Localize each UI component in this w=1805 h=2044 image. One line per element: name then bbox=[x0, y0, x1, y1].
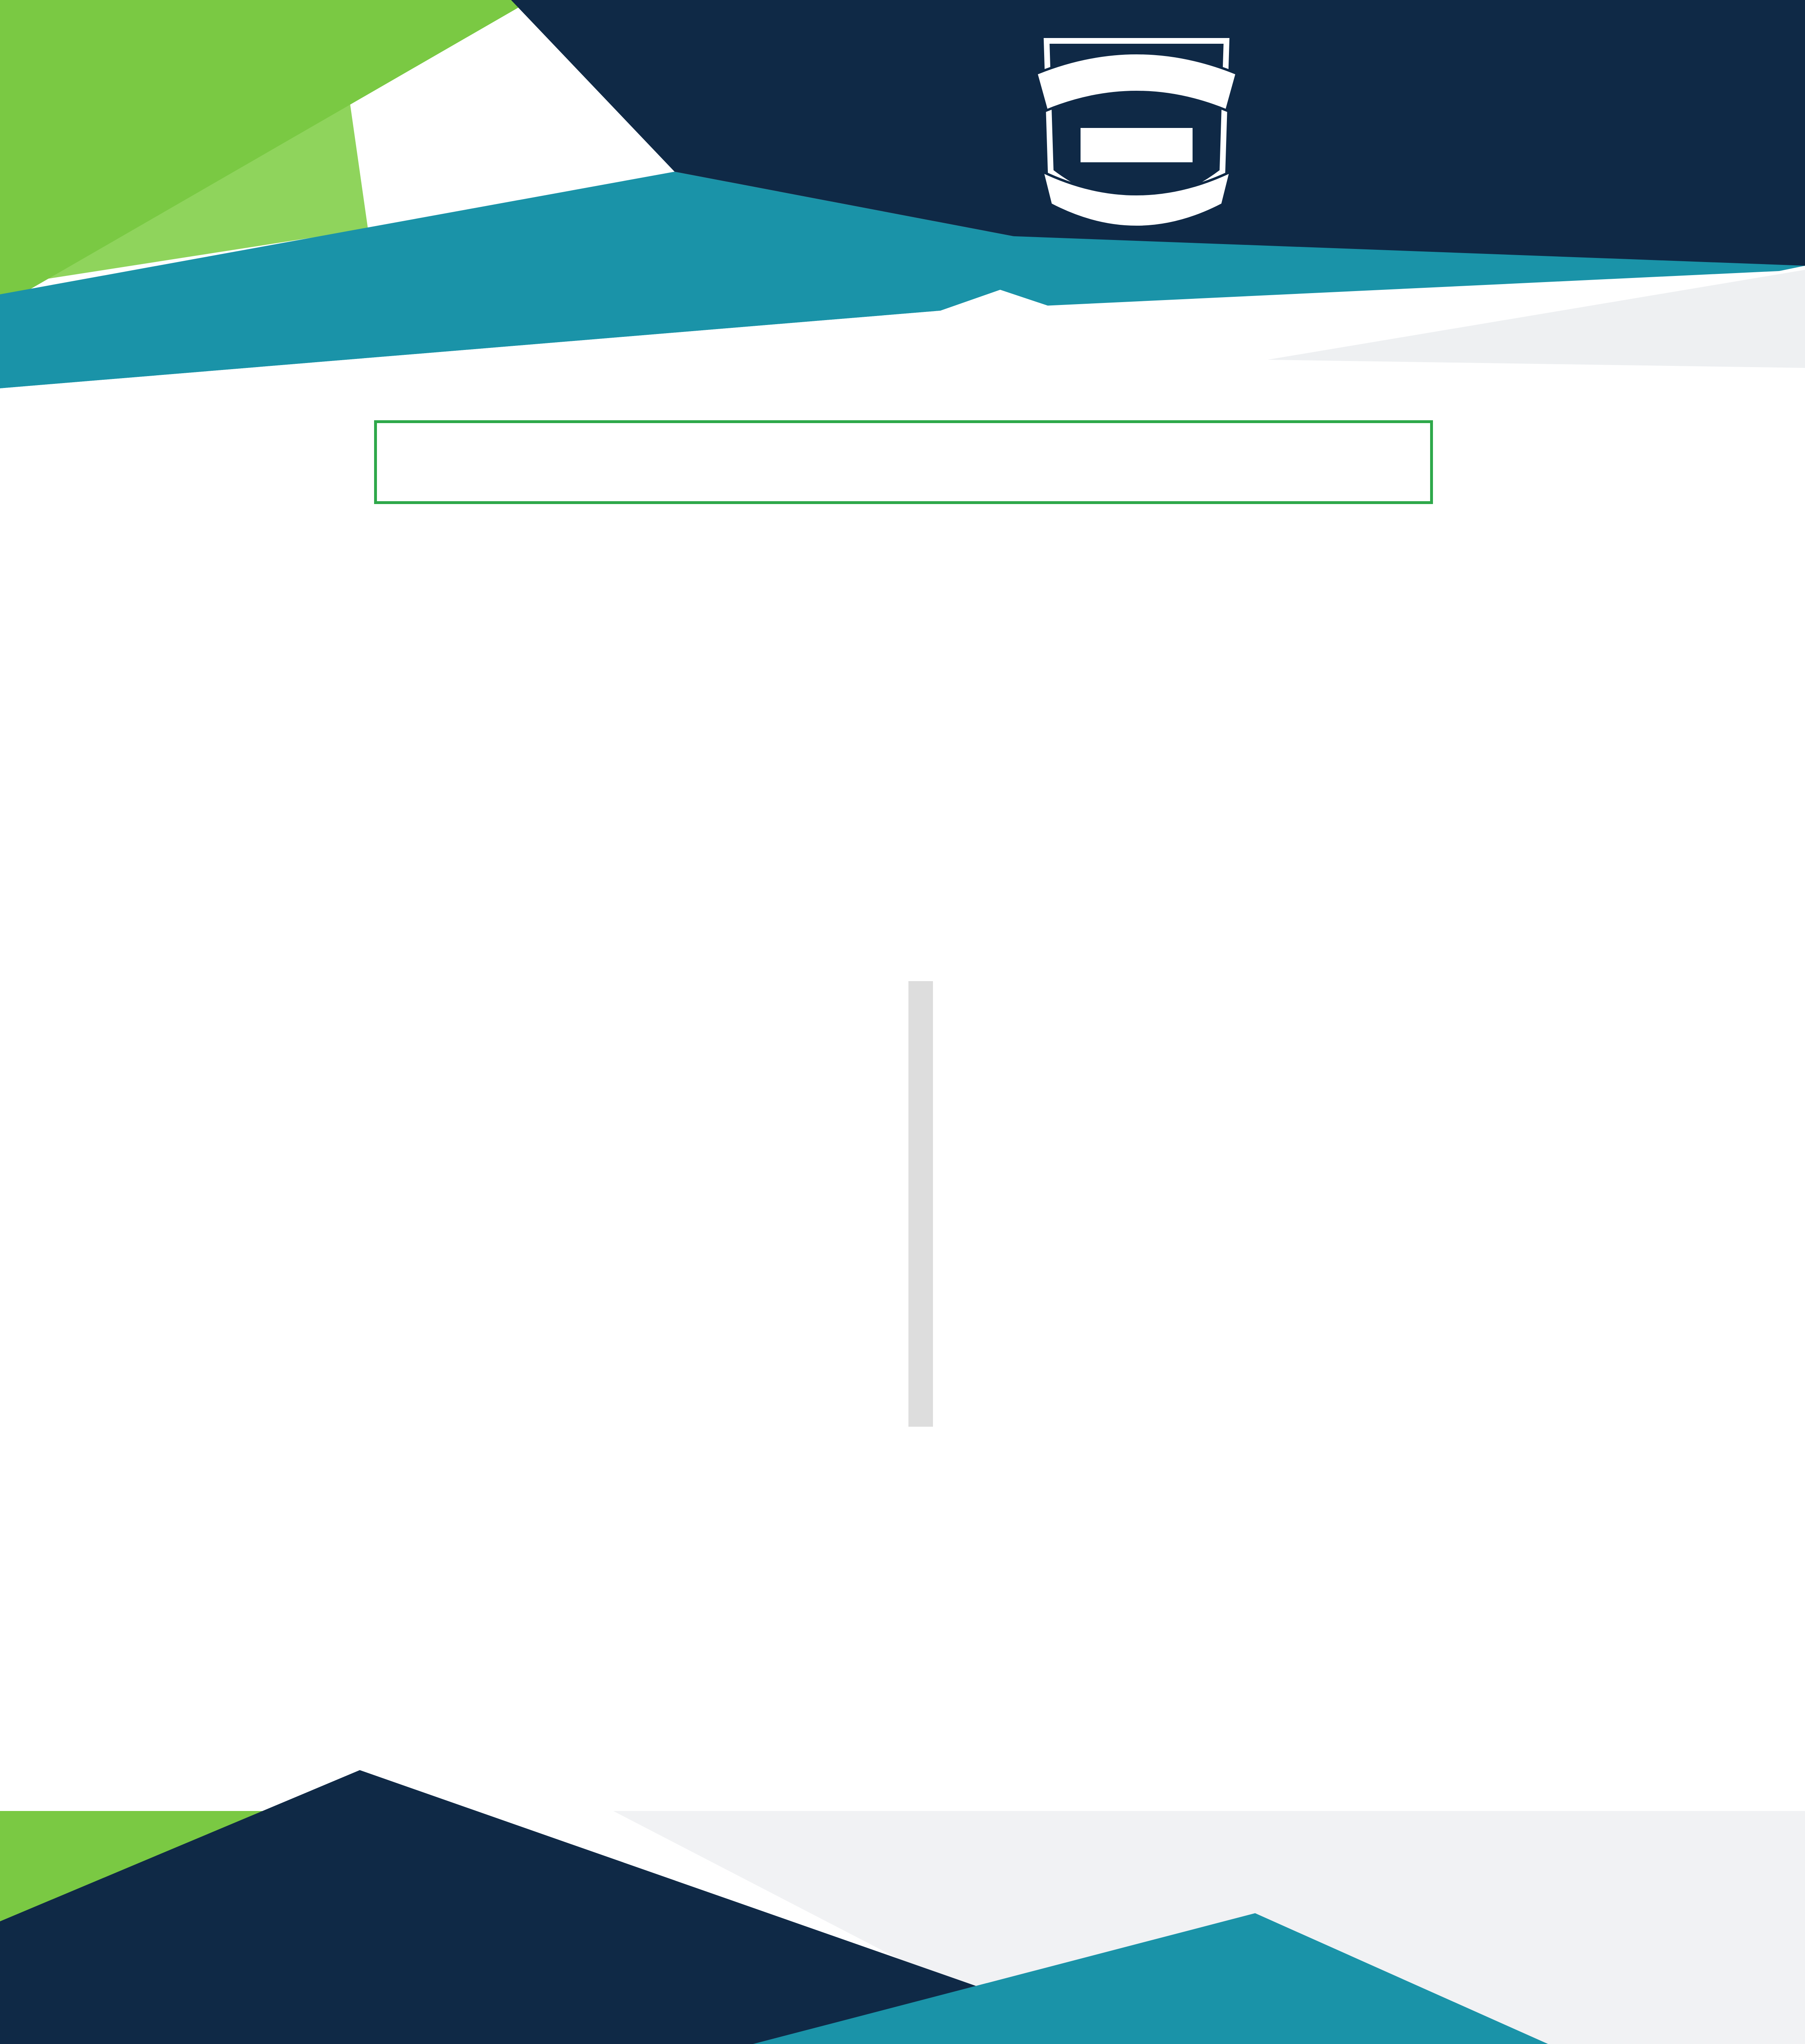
program-box bbox=[374, 420, 1433, 504]
column-divider bbox=[908, 981, 933, 1427]
anaste-shield-logo bbox=[1030, 25, 1243, 262]
